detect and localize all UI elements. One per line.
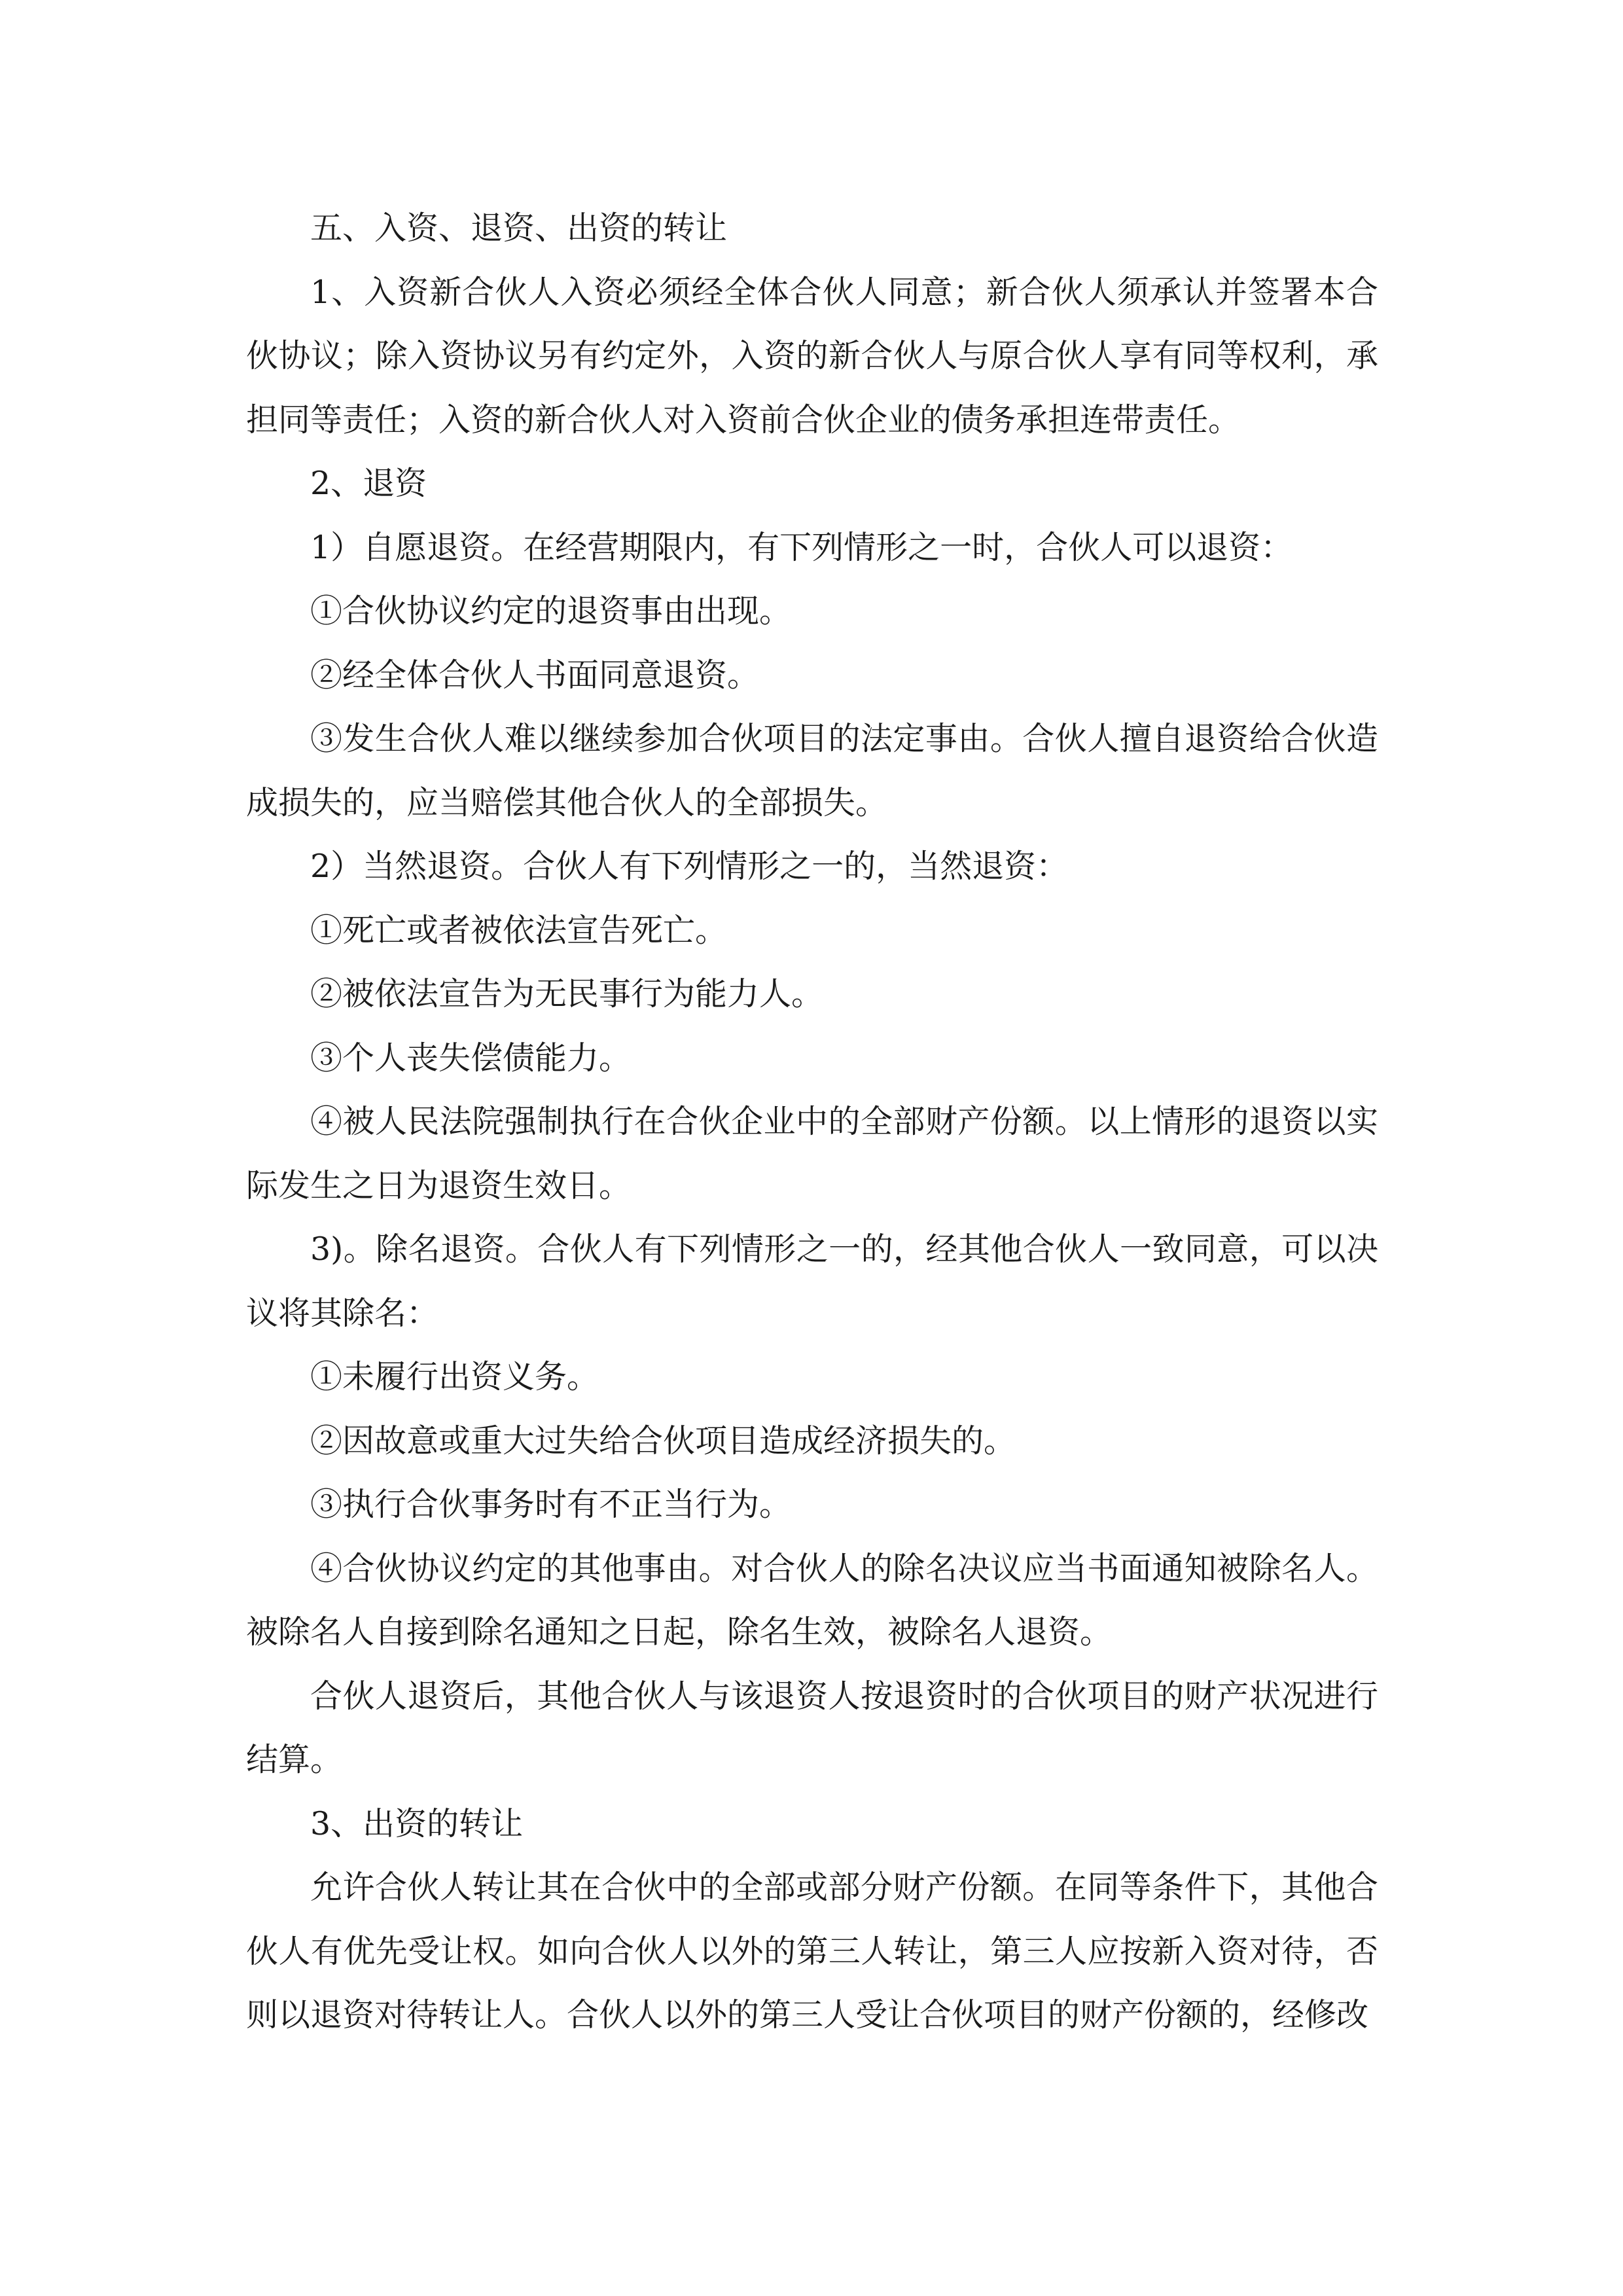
paragraph: 允许合伙人转让其在合伙中的全部或部分财产份额。在同等条件下，其他合伙人有优先受让权。如向合伙人以外的第三人转让，第三人应按新入资对待，否则以退资对待转让人。合伙人以外的第三人受让合伙项目的财产份额的，经修改 [246, 1869, 1378, 2034]
list-item: ②因故意或重大过失给合伙项目造成经济损失的。 [310, 1422, 1016, 1460]
list-item: ③发生合伙人难以继续参加合伙项目的法定事由。合伙人擅自退资给合伙造成损失的，应当赔偿其他合伙人的全部损失。 [246, 720, 1378, 821]
list-item: ③执行合伙事务时有不正当行为。 [310, 1486, 792, 1523]
paragraph: 3)。除名退资。合伙人有下列情形之一的，经其他合伙人一致同意，可以决议将其除名： [246, 1230, 1378, 1332]
list-item: ①未履行出资义务。 [310, 1358, 599, 1395]
paragraph: 合伙人退资后，其他合伙人与该退资人按退资时的合伙项目的财产状况进行结算。 [246, 1677, 1378, 1778]
list-item: ①合伙协议约定的退资事由出现。 [310, 592, 792, 630]
paragraph: 2）当然退资。合伙人有下列情形之一的，当然退资： [310, 848, 1069, 885]
paragraph: 1）自愿退资。在经营期限内，有下列情形之一时，合伙人可以退资： [310, 528, 1293, 566]
list-item: ④被人民法院强制执行在合伙企业中的全部财产份额。以上情形的退资以实际发生之日为退资生效日。 [246, 1103, 1378, 1204]
list-item: ①死亡或者被依法宣告死亡。 [310, 911, 728, 949]
section-heading: 五、入资、退资、出资的转让 [310, 209, 728, 247]
list-item: ④合伙协议约定的其他事由。对合伙人的除名决议应当书面通知被除名人。被除名人自接到除名通知之日起，除名生效，被除名人退资。 [246, 1549, 1378, 1651]
subsection-heading: 3、出资的转让 [310, 1804, 524, 1842]
list-item: ②经全体合伙人书面同意退资。 [310, 656, 760, 694]
document-body [246, 196, 1378, 2047]
list-item: ③个人丧失偿债能力。 [310, 1039, 632, 1077]
list-item: ②被依法宣告为无民事行为能力人。 [310, 975, 824, 1013]
subsection-heading: 2、退资 [310, 465, 427, 502]
paragraph: 1、入资新合伙人入资必须经全体合伙人同意；新合伙人须承认并签署本合伙协议；除入资协议另有约定外，入资的新合伙人与原合伙人享有同等权利，承担同等责任；入资的新合伙人对入资前合伙企业的债务承担连带责任。 [246, 273, 1378, 439]
